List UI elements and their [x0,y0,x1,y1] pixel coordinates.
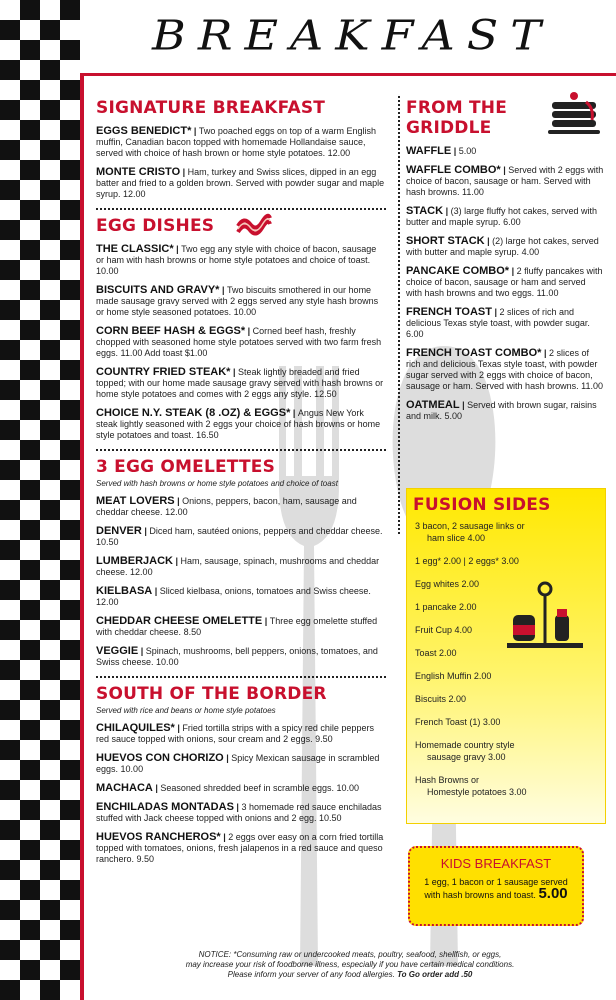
separator: | [152,783,161,793]
separator: | [220,832,229,842]
menu-item-price: 6.00 [503,217,521,227]
egg-dishes-header [96,216,386,236]
separator: | [174,496,183,506]
menu-item-name: WAFFLE [406,145,452,157]
menu-item-description: 2 fluffy pancakes with choice of bacon, sausage or ham and served with hash browns and two eggs. [406,266,603,298]
separator: | [491,307,500,317]
separator: | [290,408,298,418]
separator: | [509,266,517,276]
fusion-item: Toast 2.00 [415,648,457,658]
menu-item-name: CHEDDAR CHEESE OMELETTE [96,615,263,627]
fusion-item: Homestyle potatoes 3.00 [427,787,527,797]
menu-item-name: BISCUITS AND GRAVY* [96,284,220,296]
separator: | [152,586,160,596]
separator: | [484,236,493,246]
menu-item [96,556,386,578]
menu-item-description: Served with 2 eggs with choice of bacon, sausage or ham. Served with hash browns. [406,165,604,197]
menu-item [96,126,386,159]
menu-item-description: Spicy Mexican sausage in scrambled eggs. [96,753,380,774]
separator: | [174,723,183,733]
menu-item [406,348,604,392]
menu-item-description: Ham, turkey and Swiss slices, dipped in an egg batter and fried to a golden brown. Served with powder sugar and maple syrup. [96,167,385,199]
menu-item-name: SHORT STACK [406,235,485,247]
menu-item-price: 5.00 [458,146,477,156]
menu-item-name: STACK [406,205,444,217]
separator: | [443,206,451,216]
griddle-title-line1: FROM THE [406,98,508,118]
separator: | [451,146,459,156]
menu-item-description: Three egg omelette stuffed with cheddar cheese. [96,616,378,637]
menu-item-price: 10.50 [96,537,119,547]
bacon-icon [236,212,272,236]
menu-item-description: Two biscuits smothered in our home made sausage gravy served with 2 eggs served any style hash browns or home style seasoned potatoes. [96,285,379,317]
omelettes-title: 3 EGG OMELETTES [96,457,276,477]
menu-item-name: VEGGIE [96,645,139,657]
signature-title: SIGNATURE BREAKFAST [96,98,326,118]
separator: | [233,802,242,812]
egg-dishes-title: EGG DISHES [96,216,215,236]
condiments-icon [507,581,583,653]
food-safety-notice [84,950,616,980]
fusion-item: Homemade country style [415,740,515,750]
menu-item [96,244,386,277]
menu-item-price: 12.00 [327,148,351,158]
menu-item [96,832,386,865]
menu-item-price: 11.00 [462,187,484,197]
menu-item-name: FRENCH TOAST [406,306,492,318]
dotted-divider [96,449,386,451]
fusion-item: ham slice 4.00 [427,533,486,543]
menu-item-price: 12.00 [123,189,146,199]
menu-item [96,646,386,668]
separator: | [141,526,150,536]
separator: | [459,400,468,410]
menu-item-name: MACHACA [96,782,153,794]
menu-item [406,236,604,258]
fusion-item: Biscuits 2.00 [415,694,467,704]
menu-title: BREAKFAST [152,10,553,60]
menu-item [406,266,604,299]
menu-item-description: Seasoned shredded beef in scramble eggs. [160,783,334,793]
menu-item-name: MONTE CRISTO [96,166,181,178]
separator: | [541,348,549,358]
menu-item [406,206,604,228]
notice-line2: may increase your risk of foodborne illness, especially if you have certain medical conditions. [185,960,515,969]
fusion-item: 1 egg* 2.00 | 2 eggs* 3.00 [415,556,519,566]
menu-item-price: 10.50 [319,813,342,823]
checkerboard-border [0,0,80,1000]
menu-item-name: HUEVOS RANCHEROS* [96,831,221,843]
dotted-divider [96,208,386,210]
menu-item-name: LUMBERJACK [96,555,173,567]
griddle-list [406,146,604,422]
menu-item [96,367,386,400]
separator: | [245,326,253,336]
menu-item-price: 8.50 [183,627,202,637]
menu-body [84,76,616,1000]
left-column [96,98,386,865]
south-title: SOUTH OF THE BORDER [96,684,327,704]
menu-item-price: 10.00 [120,764,144,774]
menu-item-description: (3) large fluffy hot cakes, served with butter and maple syrup. [406,206,598,227]
menu-item-name: FRENCH TOAST COMBO* [406,347,542,359]
griddle-header [406,98,604,138]
notice-line3: Please inform your server of any food allergies. [227,970,395,979]
menu-item-description: Ham, sausage, spinach, mushrooms and cheddar cheese. [96,556,380,577]
menu-item [96,753,386,775]
menu-item-description: Steak lightly breaded and fried topped; with our home made sausage gravy served with hash browns or home style potatoes and comes with 2 eggs any style. [96,367,384,399]
dotted-divider [96,676,386,678]
menu-item-name: COUNTRY FRIED STEAK* [96,366,231,378]
fusion-item: 1 pancake 2.00 [415,602,477,612]
fusion-item: Fruit Cup 4.00 [415,625,473,635]
fusion-item: French Toast (1) 3.00 [415,717,501,727]
menu-item-name: CHILAQUILES* [96,722,175,734]
menu-item-price: 12.00 [130,567,153,577]
separator: | [262,616,270,626]
menu-item-description: 2 slices of rich and delicious Texas style toast, with powder sugar. [406,307,590,328]
south-list [96,723,386,865]
menu-item-description: Angus New York steak lightly seasoned with 2 eggs your choice of hash browns or home style potatoes and toast. [96,408,381,440]
omelettes-subtitle: Served with hash browns or home style potatoes and choice of toast [96,479,338,488]
menu-item-name: ENCHILADAS MONTADAS [96,801,234,813]
menu-item-description: Two egg any style with choice of bacon, sausage or ham with hash browns or home style potatoes and choice of toast. [96,244,377,265]
south-subtitle: Served with rice and beans or home style potatoes [96,706,276,715]
menu-item-description: 3 homemade red sauce enchiladas stuffed with Jack cheese topped with onions and 2 egg. [96,802,382,823]
menu-item [96,326,386,359]
menu-item [96,616,386,638]
pancake-stack-icon [546,90,602,140]
menu-item-price: 10.00 [156,657,179,667]
fusion-list [407,521,605,798]
menu-header [80,0,616,76]
menu-item-price: 4.00 [521,247,540,257]
signature-list [96,126,386,200]
griddle-title-line2: GRIDDLE [406,118,492,138]
menu-item-name: OATMEAL [406,399,460,411]
menu-item [96,586,386,608]
fusion-item: Egg whites 2.00 [415,579,480,589]
menu-item [96,285,386,318]
menu-item-description: Corned beef hash, freshly chopped with seasoned home style potatoes served with two farm fresh eggs. 11.00 Add toast $1.00 [96,326,382,358]
menu-item [96,167,386,200]
menu-item-name: KIELBASA [96,585,153,597]
menu-item-price: 16.50 [196,430,219,440]
menu-item-description: Fried tortilla strips with a spicy red chile peppers red sauce topped with onions, sour cream and 2 eggs. [96,723,374,744]
fusion-sides-panel [406,488,606,824]
menu-item-name: WAFFLE COMBO* [406,164,501,176]
menu-item [96,408,386,441]
separator: | [219,285,227,295]
menu-item-price: 12.00 [96,597,119,607]
menu-item-price: 12.50 [314,389,337,399]
separator: | [500,165,509,175]
menu-item-name: CORN BEEF HASH & EGGS* [96,325,246,337]
menu-item-name: MEAT LOVERS [96,495,175,507]
menu-item [96,496,386,518]
menu-item-description: (2) large hot cakes, served with butter and maple syrup. [406,236,599,257]
fusion-item: Hash Browns or [415,775,480,785]
separator: | [173,556,181,566]
menu-item-price: 9.50 [136,854,155,864]
separator: | [230,367,238,377]
menu-item [406,165,604,198]
fusion-item: 3 bacon, 2 sausage links or [415,521,525,531]
separator: | [223,753,232,763]
menu-item-price: 10.00 [336,783,360,793]
menu-item-description: 2 eggs over easy on a corn fried tortilla topped with tomatoes, onions, fresh jalapenos in a red sauce and queso ranchero. [96,832,384,864]
to-go-note: To Go order add .50 [397,970,473,979]
menu-item-name: DENVER [96,525,142,537]
menu-item-name: CHOICE N.Y. STEAK (8 .OZ) & EGGS* [96,407,291,419]
menu-item-description: Two poached eggs on top of a warm English muffin, Canadian bacon topped with homemade Hollandaise sauce, served with choice of hash brown or home style potatoes. [96,126,376,158]
menu-item-name: HUEVOS CON CHORIZO [96,752,224,764]
menu-item-description: Served with brown sugar, raisins and milk. [406,400,597,421]
egg-dishes-list [96,244,386,441]
menu-item-name: EGGS BENEDICT* [96,125,192,137]
menu-item [96,802,386,824]
menu-item-description: Spinach, mushrooms, bell peppers, onions, tomatoes, and Swiss cheese. [96,646,378,667]
separator: | [191,126,199,136]
kids-price: 5.00 [538,885,568,902]
menu-item [406,307,604,340]
kids-title: KIDS BREAKFAST [440,856,552,871]
menu-item-price: 9.50 [315,734,333,744]
menu-item-price: 10.00 [96,266,119,276]
kids-breakfast-box [408,846,584,926]
menu-item-price: 6.00 [406,329,424,339]
menu-item-price: 12.00 [165,507,188,517]
menu-item [406,400,604,422]
menu-item [96,783,386,794]
menu-item-name: PANCAKE COMBO* [406,265,510,277]
right-column [406,98,604,422]
menu-item-description: Diced ham, sautéed onions, peppers and cheddar cheese. [149,526,383,536]
menu-item-description: Onions, peppers, bacon, ham, sausage and cheddar cheese. [96,496,357,517]
omelettes-list [96,496,386,668]
menu-item-description: 2 slices of rich and delicious Texas style toast, with powder sugar served with 2 eggs with choice of bacon, sausage or ham. Served with hash browns. [406,348,598,391]
menu-item-price: 5.00 [444,411,463,421]
notice-line1: NOTICE: *Consuming raw or undercooked meats, poultry, seafood, shellfish, or eggs, [198,950,502,959]
menu-item-price: 10.00 [233,307,257,317]
column-divider [398,96,400,534]
fusion-item: sausage gravy 3.00 [427,752,506,762]
menu-item-name: THE CLASSIC* [96,243,174,255]
fusion-item: English Muffin 2.00 [415,671,492,681]
separator: | [180,167,188,177]
menu-item-description: Sliced kielbasa, onions, tomatoes and Swiss cheese. [159,586,371,596]
menu-item-price: 11.00 [581,381,603,391]
menu-item-price: 11.00 [536,288,559,298]
fusion-title: FUSION SIDES [413,495,551,515]
kids-description: 1 egg, 1 bacon or 1 sausage served with hash browns and toast. 5.00 [424,877,568,902]
separator: | [138,646,146,656]
menu-item [96,526,386,548]
menu-item [96,723,386,745]
menu-item [406,146,604,157]
separator: | [173,244,182,254]
